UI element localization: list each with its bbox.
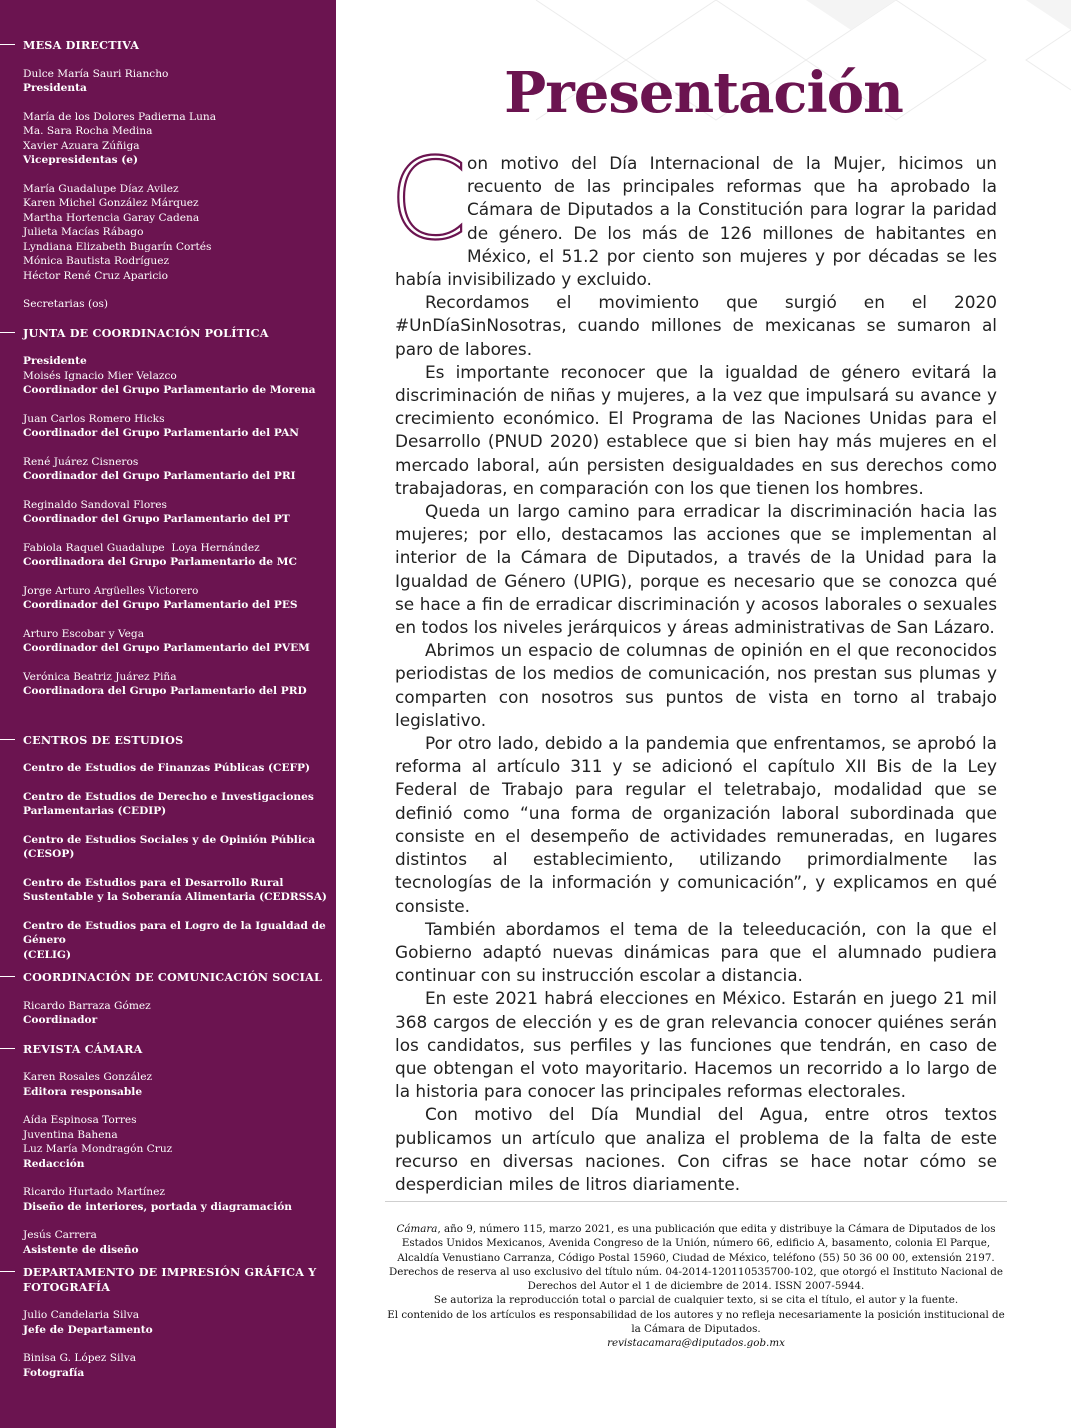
colophon-text: El contenido de los artículos es responsabilidad de los autores y no refleja necesariamente la posición institucional de la Cámara de Diputados. — [387, 1308, 1005, 1336]
person-name: Jesús Carrera — [23, 1229, 97, 1241]
svg-text:C: C — [391, 152, 463, 247]
person-role: Coordinador del Grupo Parlamentario de Morena — [23, 384, 316, 396]
person-name: Ma. Sara Rocha Medina — [23, 125, 153, 137]
jucopo-member — [23, 455, 328, 484]
impresion-member — [23, 1308, 328, 1337]
jucopo-title: JUNTA DE COORDINACIÓN POLÍTICA — [23, 326, 328, 341]
person-name: René Juárez Cisneros — [23, 455, 139, 468]
revista-member — [23, 1185, 328, 1214]
paragraph: Recordamos el movimiento que surgió en el 2020 #UnDíaSinNosotras, cuando millones de mexicanas se sumaron al paro de labores. — [395, 292, 997, 359]
mesa-group-3 — [23, 182, 328, 284]
paragraph: on motivo del Día Internacional de la Mujer, hicimos un recuento de las principales reformas que ha aprobado la Cámara de Diputados a la Constitución para lograr la paridad de género. De los más de 126 millones de habitantes en México, el 51.2 por ciento son mujeres y por décadas se les había invisibilizado y excluido. — [395, 153, 997, 290]
person-name: Reginaldo Sandoval Flores — [23, 498, 167, 511]
person-role: Fotografía — [23, 1366, 85, 1379]
jucopo-member — [23, 412, 328, 441]
person-role: Jefe de Departamento — [23, 1323, 153, 1336]
paragraph: Queda un largo camino para erradicar la discriminación hacia las mujeres; por ello, destacamos las acciones que se implementan al interior de la Cámara de Diputados, a través de la Unidad para la Igualdad de Género (UPIG), porque es necesario que se conozca qué se hace a fin de erradicar discriminación y acosos laborales o sexuales en todos los niveles jerárquicos y áreas administrativas de San Lázaro. — [395, 501, 997, 638]
person-name: Lyndiana Elizabeth Bugarín Cortés — [23, 240, 212, 253]
paragraph: Con motivo del Día Mundial del Agua, entre otros textos publicamos un artículo que analiza el problema de la falta de este recurso en diversas naciones. Con cifras se hace notar cómo se desperdician miles de litros diariamente. — [395, 1104, 997, 1194]
page-title: Presentación — [504, 60, 903, 126]
person-name: Dulce María Sauri Riancho — [23, 67, 169, 80]
person-name: Juan Carlos Romero Hicks — [23, 412, 165, 425]
comsoc-title: COORDINACIÓN DE COMUNICACIÓN SOCIAL — [23, 970, 328, 985]
person-name: Moisés Ignacio Mier Velazco — [23, 369, 177, 382]
colophon-text: Se autoriza la reproducción total o parcial de cualquier texto, si se cita el título, el autor y la fuente. — [433, 1294, 959, 1307]
article-body — [391, 152, 997, 1196]
paragraph: También abordamos el tema de la teleeducación, con la que el Gobierno adaptó nuevas dinámicas para que el alumnado pudiera continuar con su instrucción escolar a distancia. — [395, 918, 997, 986]
jucopo-member — [23, 670, 328, 699]
drop-cap — [391, 152, 463, 247]
person-name: Karen Michel González Márquez — [23, 197, 199, 209]
person-name: Binisa G. López Silva — [23, 1352, 137, 1364]
drop-cap-letter — [391, 152, 463, 247]
person-role: Coordinadora del Grupo Parlamentario del PRD — [23, 685, 307, 697]
person-name: Mónica Bautista Rodríguez — [23, 255, 170, 267]
paragraph: Abrimos un espacio de columnas de opinión en el que reconocidos periodistas de los medios de comunicación, nos prestan sus plumas y comparten con nosotros sus puntos de vista en torno al trabajo legislativo. — [395, 640, 997, 730]
person-role: Asistente de diseño — [23, 1243, 139, 1256]
mesa-group-2 — [23, 110, 328, 168]
person-role: Vicepresidentas (e) — [23, 154, 138, 166]
directory-sidebar — [0, 0, 336, 1428]
person-name: María Guadalupe Díaz Avilez — [23, 182, 179, 195]
person-role: Coordinadora del Grupo Parlamentario de MC — [23, 556, 297, 568]
person-name: Aída Espinosa Torres — [23, 1114, 137, 1126]
person-role: Coordinador del Grupo Parlamentario del PT — [23, 513, 290, 525]
person-name: Verónica Beatriz Juárez Piña — [23, 670, 177, 683]
centro-item: Centro de Estudios para el Desarrollo Rural Sustentable y la Soberanía Alimentaria (CEDRSSA) — [23, 876, 327, 903]
impresion-member — [23, 1351, 328, 1380]
mesa-directiva-title: MESA DIRECTIVA — [23, 38, 328, 53]
person-name: Juventina Bahena — [23, 1128, 118, 1141]
person-name: María de los Dolores Padierna Luna — [23, 110, 217, 123]
magazine-name: Cámara — [396, 1223, 438, 1235]
comsoc-member — [23, 999, 328, 1028]
person-role: Presidenta — [23, 82, 87, 94]
person-role: Diseño de interiores, portada y diagramación — [23, 1200, 292, 1213]
person-role: Coordinador del Grupo Parlamentario del PRI — [23, 470, 296, 482]
mesa-group-1 — [23, 67, 328, 96]
person-name: Luz María Mondragón Cruz — [23, 1143, 173, 1155]
person-role: Editora responsable — [23, 1085, 143, 1098]
person-name: Arturo Escobar y Vega — [23, 627, 145, 640]
divider — [385, 1201, 1007, 1202]
person-role: Coordinador del Grupo Parlamentario del PVEM — [23, 642, 310, 654]
person-role: Redacción — [23, 1157, 85, 1170]
paragraph: Es importante reconocer que la igualdad de género evitará la discriminación de niñas y mujeres, a la vez que impulsará su avance y crecimiento económico. El Programa de las Naciones Unidas para el Desarrollo (PNUD 2020) establece que si bien hay más mujeres en el mercado laboral, aún persisten desigualdades en sus derechos como trabajadoras, en comparación con los que tienen los hombres. — [395, 361, 997, 498]
impresion-title: DEPARTAMENTO DE IMPRESIÓN GRÁFICA Y FOTOGRAFÍA — [23, 1265, 328, 1294]
revista-member — [23, 1113, 328, 1171]
person-name: Karen Rosales González — [23, 1071, 153, 1083]
jucopo-member — [23, 498, 328, 527]
paragraph: En este 2021 habrá elecciones en México. Estarán en juego 21 mil 368 cargos de elección y es de gran relevancia conocer quiénes serán los candidatos, sus perfiles y las funciones que tendrán, en caso de que obtengan el voto mayoritario. Hacemos un recorrido a lo largo de la historia para conocer las principales reformas electorales. — [395, 988, 997, 1102]
person-name: Julieta Macías Rábago — [23, 226, 144, 238]
person-name: Ricardo Hurtado Martínez — [23, 1186, 165, 1198]
person-role: Coordinador del Grupo Parlamentario del PAN — [23, 427, 299, 439]
person-name: Martha Hortencia Garay Cadena — [23, 211, 200, 224]
centro-item: Centro de Estudios de Finanzas Públicas (CEFP) — [23, 762, 311, 774]
email-link[interactable]: revistacamara@diputados.gob.mx — [607, 1337, 785, 1350]
jucopo-member — [23, 354, 328, 398]
person-name: Ricardo Barraza Gómez — [23, 999, 151, 1012]
paragraph: Por otro lado, debido a la pandemia que enfrentamos, se aprobó la reforma al artículo 311 y se adicionó el capítulo XII Bis de la Ley Federal de Trabajo para regular el teletrabajo, modalidad que se definió como “una forma de organización laboral subordinada que consiste en el desempeño de actividades remuneradas, en lugares distintos al establecimiento, utilizando primordialmente las tecnologías de la información y comunicación”, y explicamos en qué consiste. — [395, 733, 997, 916]
jucopo-member — [23, 541, 328, 570]
revista-member — [23, 1070, 328, 1099]
centro-item: Centro de Estudios de Derecho e Investigaciones Parlamentarias (CEDIP) — [23, 790, 314, 817]
person-name: Héctor René Cruz Aparicio — [23, 269, 169, 282]
person-name: Fabiola Raquel Guadalupe Loya Hernández — [23, 541, 260, 554]
presidente-label: Presidente — [23, 355, 87, 367]
centro-item: Centro de Estudios Sociales y de Opinión Pública (CESOP) — [23, 833, 316, 860]
person-role: Coordinador — [23, 1014, 98, 1026]
revista-title: REVISTA CÁMARA — [23, 1042, 328, 1057]
secretarias-label: Secretarias (os) — [23, 298, 109, 310]
colophon-text: , año 9, número 115, marzo 2021, es una publicación que edita y distribuye la Cámara de Diputados de los Estados Unidos Mexicanos, Avenida Congreso de la Unión, número 66, edificio A, basamento, colonia El Parque, Alcaldía Venustiano Carranza, Código Postal 15960, Ciudad de México, teléfono (55) 50 36 00 00, extensión 2197. Derechos de reserva al uso exclusivo del título núm. 04-2014-120110535700-102, que otorgó el Instituto Nacional de Derechos del Autor el 1 de diciembre de 2014. ISSN 2007-5944. — [389, 1223, 1003, 1293]
jucopo-member — [23, 584, 328, 613]
person-role: Coordinador del Grupo Parlamentario del PES — [23, 599, 298, 611]
person-name: Jorge Arturo Argüelles Victorero — [23, 584, 199, 597]
person-name: Julio Candelaria Silva — [23, 1309, 140, 1321]
jucopo-member — [23, 627, 328, 656]
person-name: Xavier Azuara Zúñiga — [23, 139, 140, 152]
revista-member — [23, 1228, 328, 1257]
colophon — [385, 1222, 1007, 1351]
centros-title: CENTROS DE ESTUDIOS — [23, 733, 328, 748]
centro-item: Centro de Estudios para el Logro de la Igualdad de Género (CELIG) — [23, 919, 326, 961]
